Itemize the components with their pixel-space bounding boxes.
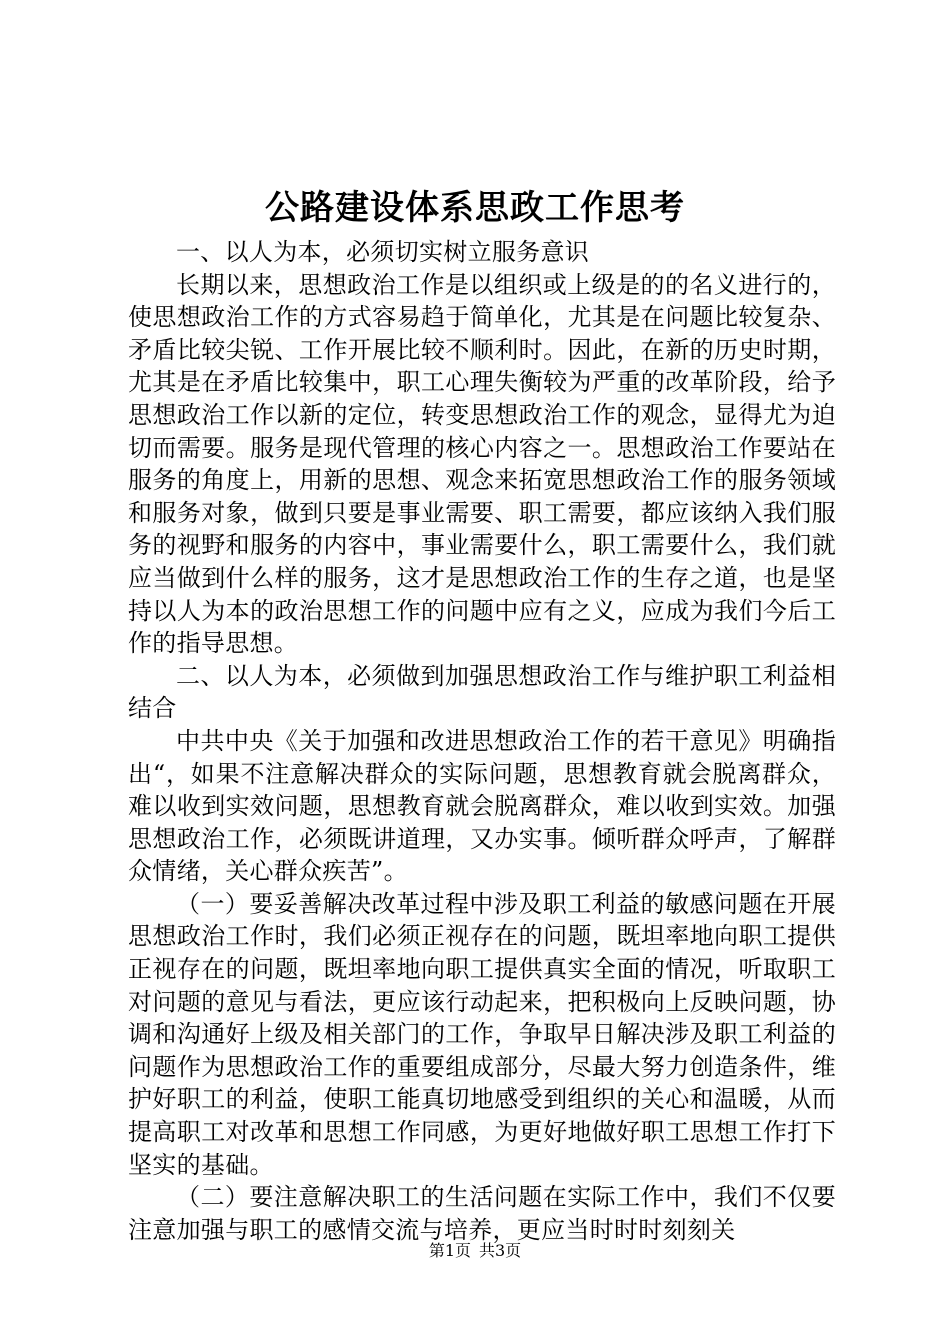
section-heading-1: 一、以人为本，必须切实树立服务意识 — [176, 238, 590, 266]
page-number: 第1页 — [428, 1241, 471, 1260]
section-heading-2: 二、以人为本，必须做到加强思想政治工作与维护职工利益相结合 — [128, 661, 836, 723]
body-paragraph-1: 长期以来，思想政治工作是以组织或上级是的的名义进行的，使思想政治工作的方式容易趋于简单化，尤其是在问题比较复杂、矛盾比较尖锐、工作开展比较不顺利时。因此，在新的历史时期，尤其是在矛盾比较集中，职工心理失衡较为严重的改革阶段，给予思想政治工作以新的定位，转变思想政治工作的观念，显得尤为迫切而需要。服务是现代管理的核心内容之一。思想政治工作要站在服务的角度上，用新的思想、观念来拓宽思想政治工作的服务领域和服务对象，做到只要是事业需要、职工需要，都应该纳入我们服务的视野和服务的内容中，事业需要什么，职工需要什么，我们就应当做到什么样的服务，这才是思想政治工作的生存之道，也是坚持以人为本的政治思想工作的问题中应有之义，应成为我们今后工作的指导思想。 — [128, 270, 836, 658]
document-title: 公路建设体系思政工作思考 — [265, 188, 685, 228]
body-paragraph-2: 中共中央《关于加强和改进思想政治工作的若干意见》明确指出“，如果不注意解决群众的实际问题，思想教育就会脱离群众，难以收到实效问题，思想教育就会脱离群众，难以收到实效。加强思想政治工作，必须既讲道理，又办实事。倾听群众呼声，了解群众情绪，关心群众疾苦”。 — [128, 726, 836, 886]
body-paragraph-3: （一）要妥善解决改革过程中涉及职工利益的敏感问题在开展思想政治工作时，我们必须正视存在的问题，既坦率地向职工提供正视存在的问题，既坦率地向职工提供真实全面的情况，听取职工对问题的意见与看法，更应该行动起来，把积极向上反映问题，协调和沟通好上级及相关部门的工作，争取早日解决涉及职工利益的问题作为思想政治工作的重要组成部分，尽最大努力创造条件，维护好职工的利益，使职工能真切地感受到组织的关心和温暖，从而提高职工对改革和思想工作同感，为更好地做好职工思想工作打下坚实的基础。 — [128, 889, 836, 1179]
page-total: 共3页 — [479, 1241, 522, 1260]
document-body — [128, 236, 836, 1246]
page-footer — [0, 1240, 950, 1262]
body-paragraph-4: （二）要注意解决职工的生活问题在实际工作中，我们不仅要注意加强与职工的感情交流与培养，更应当时时时刻刻关 — [128, 1183, 836, 1244]
